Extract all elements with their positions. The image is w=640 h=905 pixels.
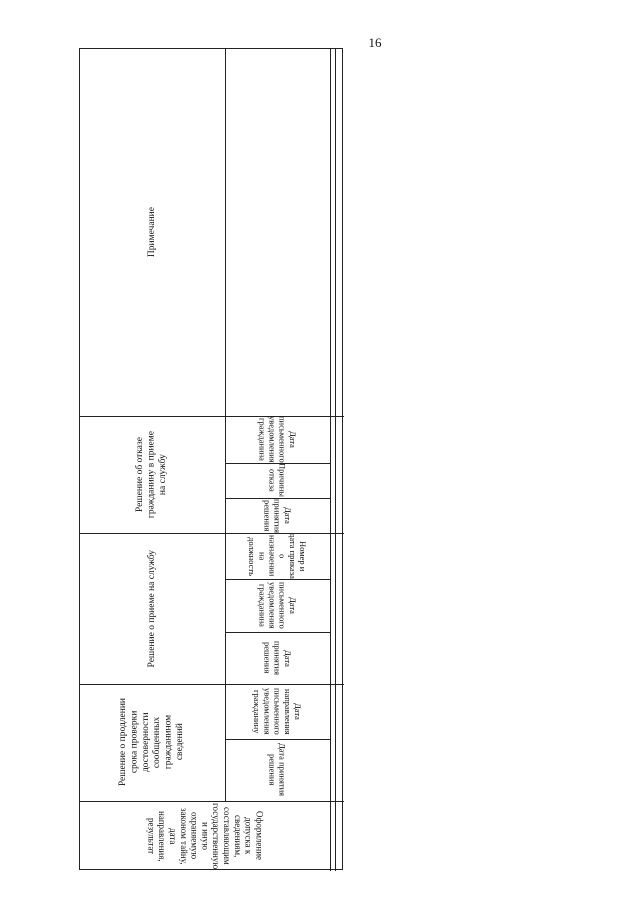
refusal-col-3 xyxy=(225,416,330,463)
refusal-col-2 xyxy=(225,463,330,498)
extension-col-1 xyxy=(225,739,330,801)
extension-decision-date-label: Дата принятия решения xyxy=(267,743,288,797)
clearance-header-cell xyxy=(80,801,330,871)
refusal-notice-date-label: Дата письменного уведомления гражданина xyxy=(257,416,298,463)
hire-group-cell xyxy=(80,533,225,684)
extension-group-label: Решение о продлении срока проверки достоверности сообщенных гражданином сведений xyxy=(118,698,186,787)
hire-col-2 xyxy=(225,579,330,632)
refusal-decision-date-label: Дата принятия решения xyxy=(262,498,293,533)
refusal-group-cell xyxy=(80,416,225,533)
note-header-cell xyxy=(80,49,225,416)
hire-decision-date-label: Дата принятия решения xyxy=(262,641,293,675)
refusal-col-1 xyxy=(225,498,330,533)
extension-notice-date-label: Дата направления письменного уведомления гражданину xyxy=(252,688,303,735)
refusal-group-label: Решение об отказе гражданину в приеме на службу xyxy=(135,430,169,519)
hire-col-3 xyxy=(225,533,330,579)
hire-col-1 xyxy=(225,632,330,684)
page-number: 16 xyxy=(368,35,382,50)
hire-group-label: Решение о приеме на службу xyxy=(146,549,157,668)
hire-notice-date-label: Дата письменного уведомления гражданина xyxy=(257,582,298,629)
col-divider-empty-1 xyxy=(330,49,331,871)
refusal-reason-label: Причины отказа xyxy=(267,463,288,498)
note-header: Примечание xyxy=(146,207,157,258)
extension-group-cell xyxy=(80,684,225,801)
extension-col-2 xyxy=(225,684,330,739)
records-table xyxy=(79,48,343,870)
clearance-header: Оформление допуска к сведениям, составляющим государственную и иную охраняемую законом тайну, дата направления, результат xyxy=(146,803,265,870)
col-divider-empty-2 xyxy=(335,49,336,871)
hire-order-label: Номер и дата приказа о назначении на должность xyxy=(247,533,309,579)
